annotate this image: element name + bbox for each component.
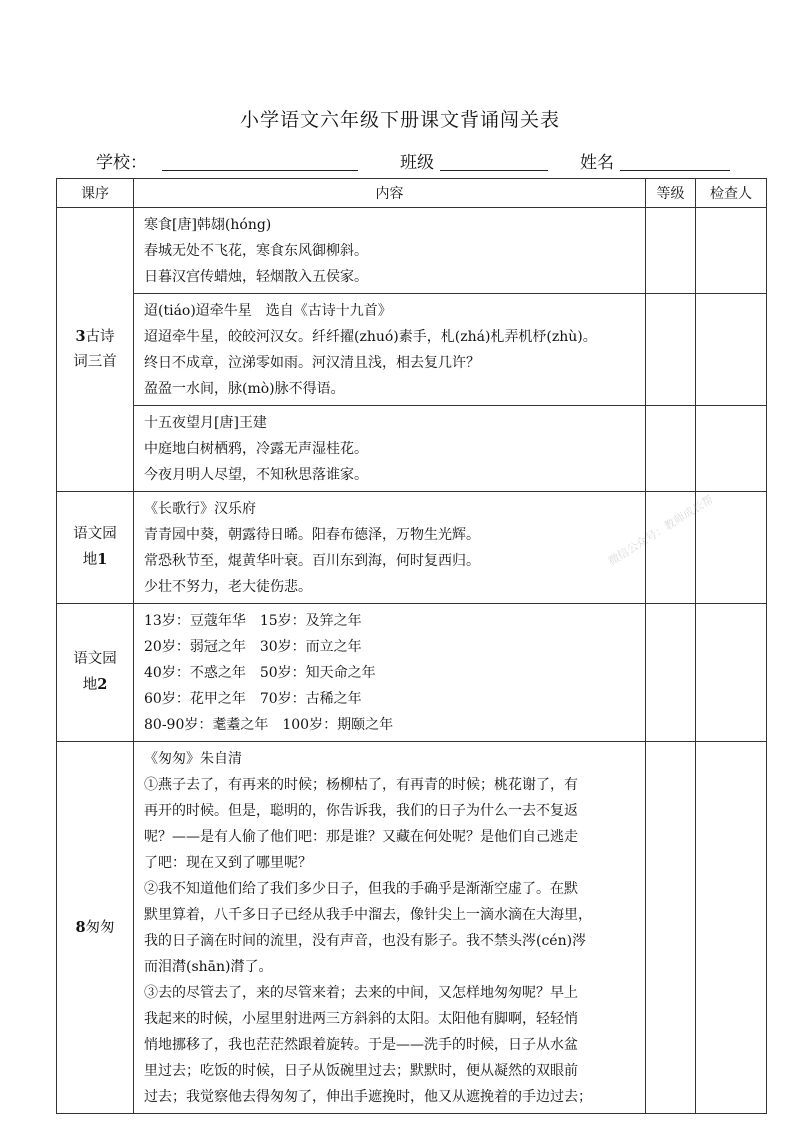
table-row [57, 742, 767, 1114]
content-line: 十五夜望月[唐]王建 [144, 415, 267, 431]
recitation-table [56, 178, 767, 1114]
header-grade: 等级 [646, 179, 696, 208]
school-label: 学校： [96, 153, 147, 173]
content-line: 过去；我觉察他去得匆匆了，伸出手遮挽时，他又从遮挽着的手边过去； [144, 1089, 592, 1105]
checker-cell[interactable] [696, 294, 767, 406]
grade-cell[interactable] [646, 294, 696, 406]
content-line: 60岁：花甲之年 70岁：古稀之年 [144, 691, 362, 707]
content-line: 40岁：不惑之年 50岁：知天命之年 [144, 665, 376, 681]
content-cell [134, 294, 646, 406]
name-label: 姓名 [580, 153, 614, 173]
content-line: 青青园中葵，朝露待日晞。阳春布德泽，万物生光辉。 [144, 527, 480, 543]
content-cell [134, 604, 646, 742]
content-line: 终日不成章，泣涕零如雨。河汉清且浅，相去复几许？ [144, 355, 480, 371]
content-line: 了吧：现在又到了哪里呢？ [144, 855, 312, 871]
class-blank[interactable] [440, 170, 548, 171]
school-blank[interactable] [162, 170, 358, 171]
content-line: 少壮不努力，老大徒伤悲。 [144, 579, 312, 595]
lesson-seq-cell [57, 492, 134, 604]
content-line: 我的日子滴在时间的流里，没有声音，也没有影子。我不禁头涔(cén)涔 [144, 933, 587, 949]
content-line: 常恐秋节至，焜黄华叶衰。百川东到海，何时复西归。 [144, 553, 480, 569]
content-line: 《长歌行》汉乐府 [144, 501, 256, 517]
checker-cell[interactable] [696, 742, 767, 1114]
grade-cell[interactable] [646, 406, 696, 492]
content-line: 盈盈一水间，脉(mò)脉不得语。 [144, 381, 345, 397]
lesson-seq-line: 词三首 [73, 354, 117, 370]
content-cell [134, 406, 646, 492]
content-line: 里过去；吃饭的时候，日子从饭碗里过去；默默时，便从凝然的双眼前 [144, 1063, 578, 1079]
content-line: 春城无处不飞花，寒食东风御柳斜。 [144, 243, 368, 259]
table-body [57, 208, 767, 1114]
table-row [57, 492, 767, 604]
header-content: 内容 [134, 179, 646, 208]
watermark: 微信公众号：教师成长帮 [606, 492, 716, 568]
table-row [57, 294, 767, 406]
content-line: 中庭地白树栖鸦，冷露无声湿桂花。 [144, 441, 368, 457]
lesson-seq-line: 8匆匆 [75, 918, 115, 936]
content-line: 呢？——是有人偷了他们吧：那是谁？又藏在何处呢？是他们自己逃走 [144, 829, 578, 845]
lesson-seq-cell [57, 604, 134, 742]
checker-cell[interactable] [696, 604, 767, 742]
content-line: 默里算着，八千多日子已经从我手中溜去，像针尖上一滴水滴在大海里， [144, 907, 592, 923]
name-blank[interactable] [620, 170, 730, 171]
content-line: 而泪潸(shān)潸了。 [144, 959, 273, 975]
content-line: 日暮汉宫传蜡烛，轻烟散入五侯家。 [144, 269, 368, 285]
content-line: ①燕子去了，有再来的时候；杨柳枯了，有再青的时候；桃花谢了，有 [144, 777, 578, 793]
content-line: ③去的尽管去了，来的尽管来着；去来的中间，又怎样地匆匆呢？早上 [144, 985, 578, 1001]
lesson-seq-line: 地1 [82, 551, 108, 568]
content-line: 迢(tiáo)迢牵牛星 选自《古诗十九首》 [144, 303, 392, 319]
header-seq: 课序 [57, 179, 134, 208]
content-line: 80-90岁：耄耋之年 100岁：期颐之年 [144, 717, 394, 733]
content-line: 迢迢牵牛星，皎皎河汉女。纤纤擢(zhuó)素手，札(zhá)札弄机杼(zhù)。 [144, 329, 597, 345]
content-line: 悄地挪移了，我也茫茫然跟着旋转。于是——洗手的时候，日子从水盆 [144, 1037, 578, 1053]
header-row [57, 179, 767, 208]
lesson-seq-line: 语文园 [73, 526, 117, 542]
content-line: ②我不知道他们给了我们多少日子，但我的手确乎是渐渐空虚了。在默 [144, 881, 578, 897]
content-line: 《匆匆》朱自清 [144, 751, 242, 767]
table-row [57, 604, 767, 742]
content-line: 寒食[唐]韩翃(hóng) [144, 217, 272, 233]
content-cell [134, 742, 646, 1114]
page-title: 小学语文六年级下册课文背诵闯关表 [239, 109, 560, 131]
info-row [0, 148, 800, 174]
content-line: 今夜月明人尽望，不知秋思落谁家。 [144, 467, 368, 483]
class-label: 班级 [400, 153, 434, 173]
content-line: 再开的时候。但是，聪明的，你告诉我，我们的日子为什么一去不复返 [144, 803, 578, 819]
checker-cell[interactable] [696, 406, 767, 492]
grade-cell[interactable] [646, 208, 696, 294]
lesson-seq-cell [57, 208, 134, 492]
grade-cell[interactable] [646, 742, 696, 1114]
content-line: 20岁：弱冠之年 30岁：而立之年 [144, 639, 362, 655]
content-line: 13岁：豆蔻年华 15岁：及笄之年 [144, 613, 362, 629]
lesson-seq-cell [57, 742, 134, 1114]
content-cell [134, 208, 646, 294]
content-cell [134, 492, 646, 604]
checker-cell[interactable] [696, 208, 767, 294]
table-row [57, 406, 767, 492]
lesson-seq-line: 语文园 [73, 651, 117, 667]
table-row [57, 208, 767, 294]
header-checker: 检查人 [696, 179, 767, 208]
grade-cell[interactable] [646, 604, 696, 742]
lesson-seq-line: 地2 [82, 676, 108, 693]
content-line: 我起来的时候，小屋里射进两三方斜斜的太阳。太阳他有脚啊，轻轻悄 [144, 1011, 578, 1027]
lesson-seq-line: 3古诗 [75, 328, 115, 345]
